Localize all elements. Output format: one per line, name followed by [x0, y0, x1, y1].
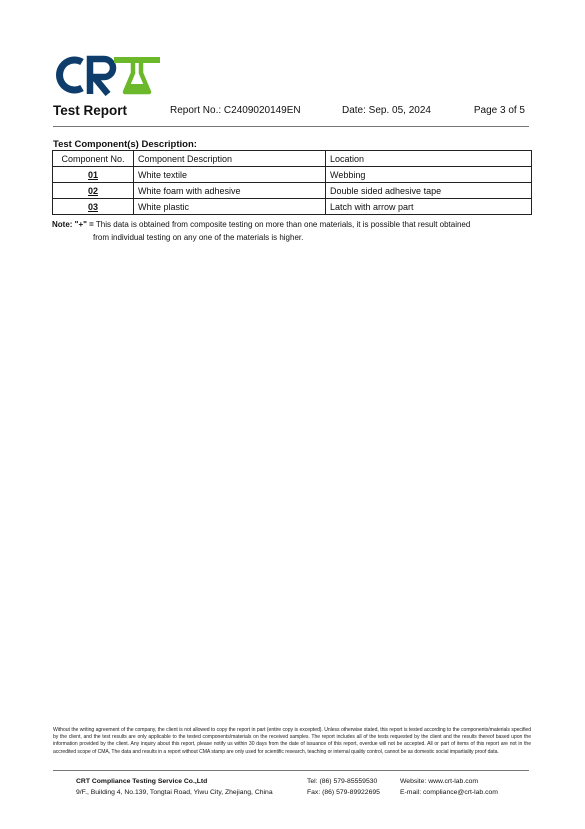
- table-row: [53, 199, 532, 215]
- report-title: Test Report: [53, 103, 128, 118]
- footer-disclaimer: Without the writing agreement of the company, the client is not allowed to copy the report in part (entire copy is excepted). Unless otherwise stated, this report is tested according to the components/materials specified by the client, and the test results are only applicable to the tested components/materials on the received samples. The report includes all of the tests requested by the client and the results thereof based upon the information provided by the client. Any inquiry about this report, please notify us within 30 days from the date of issuance of this report, overdue will not be accepted. All or part of items of this report are not in the accredited scope of CMA, The data and results in a report without CMA stamp are only used for scientific research, teaching or internal quality control, cannot be as domestic social impartiality proof data.: [53, 727, 531, 755]
- company-email: E-mail: compliance@crt-lab.com: [400, 789, 498, 796]
- header-divider: [53, 126, 529, 127]
- column-header: Component Description: [134, 151, 326, 167]
- column-header: Component No.: [53, 151, 134, 167]
- report-header: [53, 104, 525, 120]
- component-location: Double sided adhesive tape: [326, 183, 532, 199]
- report-date: Date: Sep. 05, 2024: [342, 105, 431, 116]
- report-number: Report No.: C2409020149EN: [170, 105, 301, 116]
- component-location: Latch with arrow part: [326, 199, 532, 215]
- table-row: [53, 167, 532, 183]
- page-number: Page 3 of 5: [473, 105, 525, 116]
- component-number: 02: [87, 185, 98, 196]
- component-description: White textile: [134, 167, 326, 183]
- component-table: [52, 150, 532, 215]
- component-location: Webbing: [326, 167, 532, 183]
- component-description: White foam with adhesive: [134, 183, 326, 199]
- table-row: [53, 183, 532, 199]
- footer-divider: [53, 770, 529, 771]
- crt-logo: [52, 54, 164, 96]
- component-number: 01: [87, 169, 98, 180]
- company-fax: Fax: (86) 579-89922695: [307, 789, 380, 796]
- company-address: 9/F., Building 4, No.139, Tongtai Road, Yiwu City, Zhejiang, China: [76, 789, 273, 796]
- footer-company-block: [76, 776, 273, 798]
- note-text-line2: from individual testing on any one of the materials is higher.: [93, 233, 304, 242]
- section-title: Test Component(s) Description:: [53, 139, 197, 150]
- component-description: White plastic: [134, 199, 326, 215]
- column-header: Location: [326, 151, 532, 167]
- company-website: Website: www.crt-lab.com: [400, 778, 479, 785]
- company-name: CRT Compliance Testing Service Co.,Ltd: [76, 778, 208, 785]
- footer-web-block: [400, 776, 498, 798]
- table-note: [52, 218, 532, 244]
- company-tel: Tel: (86) 579-85559530: [307, 778, 378, 785]
- table-header-row: [53, 151, 532, 167]
- footer-contact-block: [307, 776, 380, 798]
- note-label: Note: "+" =: [52, 220, 94, 229]
- component-number: 03: [87, 201, 98, 212]
- note-text-line1: This data is obtained from composite testing on more than one materials, it is possible that result obtained: [95, 220, 471, 229]
